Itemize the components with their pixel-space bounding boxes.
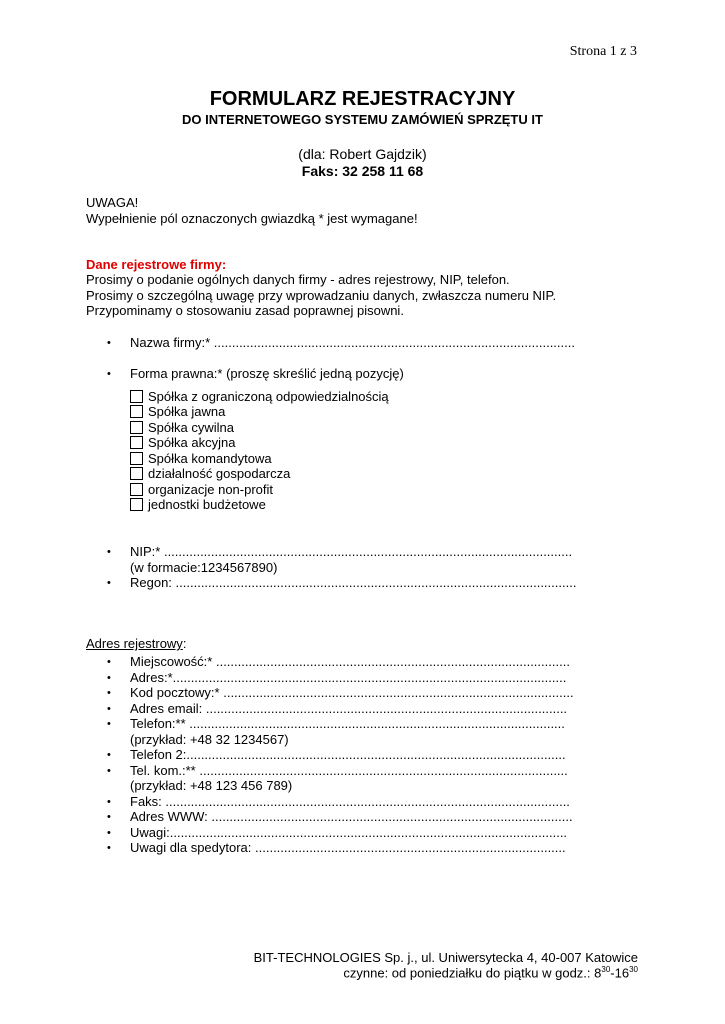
checkbox-icon[interactable]	[130, 483, 143, 496]
bullet-icon: •	[107, 765, 111, 777]
checkbox-icon[interactable]	[130, 405, 143, 418]
legal-form-option[interactable]: Spółka cywilna	[130, 420, 234, 435]
company-name-field[interactable]: Nazwa firmy:* ....................................................................................................	[130, 335, 575, 350]
company-intro-line: Prosimy o szczególną uwagę przy wprowadzaniu danych, zwłaszcza numeru NIP.	[86, 288, 557, 303]
nip-field[interactable]: NIP:* .................................................................................................................	[130, 544, 573, 559]
legal-form-option[interactable]: Spółka z ograniczoną odpowiedzialnością	[130, 389, 389, 404]
checkbox-icon[interactable]	[130, 467, 143, 480]
fax-number: Faks: 32 258 11 68	[301, 163, 424, 179]
shipping-notes-field[interactable]: Uwagi dla spedytora: ......................................................................................	[130, 840, 566, 855]
document-subtitle: DO INTERNETOWEGO SYSTEMU ZAMÓWIEŃ SPRZĘTU IT	[182, 112, 543, 127]
mobile-phone-hint: (przykład: +48 123 456 789)	[130, 778, 293, 793]
bullet-icon: •	[107, 827, 111, 839]
address-section-heading: Adres rejestrowy:	[86, 636, 187, 651]
bullet-icon: •	[107, 687, 111, 699]
legal-form-label: Forma prawna:* (proszę skreślić jedną pozycję)	[130, 366, 404, 381]
phone-hint: (przykład: +48 32 1234567)	[130, 732, 289, 747]
bullet-icon: •	[107, 368, 111, 380]
notice-heading: UWAGA!	[86, 195, 139, 210]
page-number: Strona 1 z 3	[569, 44, 637, 59]
website-field[interactable]: Adres WWW: ....................................................................................................	[130, 809, 573, 824]
phone-2-field[interactable]: Telefon 2:.........................................................................................................	[130, 747, 566, 762]
bullet-icon: •	[107, 718, 111, 730]
legal-form-option[interactable]: działalność gospodarcza	[130, 466, 290, 481]
fax-field[interactable]: Faks: ................................................................................................................	[130, 794, 570, 809]
checkbox-icon[interactable]	[130, 498, 143, 511]
checkbox-icon[interactable]	[130, 421, 143, 434]
legal-form-option[interactable]: jednostki budżetowe	[130, 497, 266, 512]
company-section-heading: Dane rejestrowe firmy:	[86, 257, 227, 272]
bullet-icon: •	[107, 796, 111, 808]
phone-field[interactable]: Telefon:** ........................................................................................................	[130, 716, 565, 731]
checkbox-icon[interactable]	[130, 390, 143, 403]
bullet-icon: •	[107, 656, 111, 668]
checkbox-icon[interactable]	[130, 436, 143, 449]
legal-form-option[interactable]: Spółka komandytowa	[130, 451, 272, 466]
recipient: (dla: Robert Gajdzik)	[298, 146, 427, 162]
footer-company: BIT-TECHNOLOGIES Sp. j., ul. Uniwersytecka 4, 40-007 Katowice	[253, 950, 638, 965]
company-intro-line: Prosimy o podanie ogólnych danych firmy - adres rejestrowy, NIP, telefon.	[86, 272, 510, 287]
bullet-icon: •	[107, 577, 111, 589]
legal-form-option[interactable]: Spółka akcyjna	[130, 435, 235, 450]
street-address-field[interactable]: Adres:*.............................................................................................................	[130, 670, 567, 685]
bullet-icon: •	[107, 703, 111, 715]
nip-hint: (w formacie:1234567890)	[130, 560, 278, 575]
email-field[interactable]: Adres email: ....................................................................................................	[130, 701, 568, 716]
footer-hours: czynne: od poniedziałku do piątku w godz.: $8^{30}-16^{30}$	[343, 965, 638, 981]
bullet-icon: •	[107, 672, 111, 684]
checkbox-icon[interactable]	[130, 452, 143, 465]
regon-field[interactable]: Regon: ...............................................................................................................	[130, 575, 577, 590]
mobile-phone-field[interactable]: Tel. kom.:** ......................................................................................................	[130, 763, 568, 778]
notice-text: Wypełnienie pól oznaczonych gwiazdką * jest wymagane!	[86, 211, 418, 226]
city-field[interactable]: Miejscowość:* ..................................................................................................	[130, 654, 570, 669]
bullet-icon: •	[107, 749, 111, 761]
notes-field[interactable]: Uwagi:..............................................................................................................	[130, 825, 568, 840]
legal-form-option[interactable]: organizacje non-profit	[130, 482, 273, 497]
document-title: FORMULARZ REJESTRACYJNY	[209, 88, 516, 110]
postal-code-field[interactable]: Kod pocztowy:* .................................................................................................	[130, 685, 574, 700]
legal-form-option[interactable]: Spółka jawna	[130, 404, 225, 419]
bullet-icon: •	[107, 842, 111, 854]
bullet-icon: •	[107, 811, 111, 823]
bullet-icon: •	[107, 337, 111, 349]
company-intro-line: Przypominamy o stosowaniu zasad poprawnej pisowni.	[86, 303, 404, 318]
bullet-icon: •	[107, 546, 111, 558]
